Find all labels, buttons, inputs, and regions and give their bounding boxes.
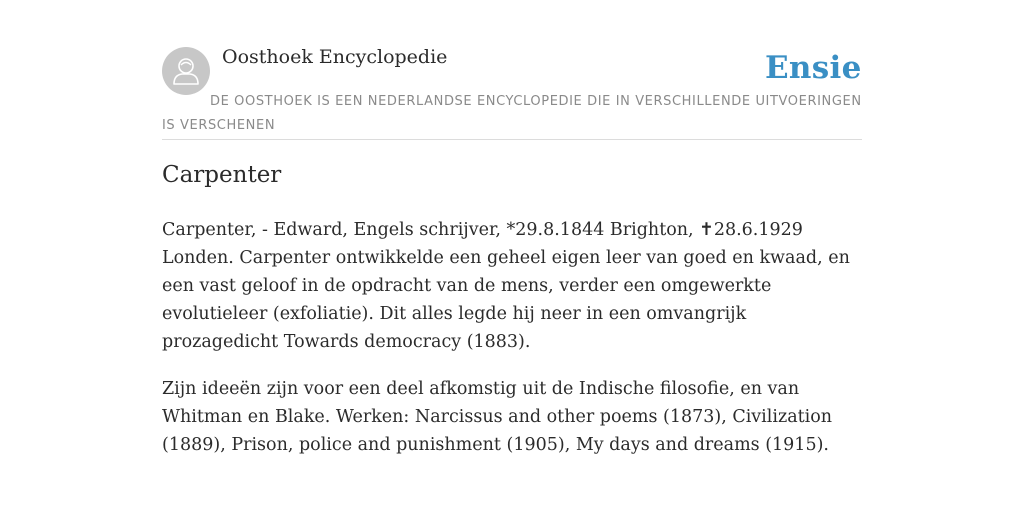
avatar: [162, 47, 210, 95]
article-body: [162, 216, 862, 478]
divider: [162, 139, 862, 140]
article-title: Carpenter: [162, 162, 282, 188]
source-title[interactable]: Oosthoek Encyclopedie: [222, 46, 448, 68]
brand-logo[interactable]: Ensie: [765, 50, 862, 86]
article-paragraph: Zijn ideeën zijn voor een deel afkomstig uit de Indische filosofie, en van Whitman en Blake. Werken: Narcissus and other poems (1873), Civilization (1889), Prison, police and punishment (1905), My days and dreams (1915).: [162, 379, 833, 455]
source-description: DE OOSTHOEK IS EEN NEDERLANDSE ENCYCLOPEDIE DIE IN VERSCHILLENDE UITVOERINGEN IS VERSCHENEN: [162, 94, 862, 133]
user-icon: [162, 47, 210, 95]
article-paragraph: Carpenter, - Edward, Engels schrijver, *29.8.1844 Brighton, ✝28.6.1929 Londen. Carpenter ontwikkelde een geheel eigen leer van goed en kwaad, en een vast geloof in de opdracht van de mens, verder een omgewerkte evolutieleer (exfoliatie). Dit alles legde hij neer in een omvangrijk prozagedicht Towards democracy (1883).: [162, 220, 850, 352]
